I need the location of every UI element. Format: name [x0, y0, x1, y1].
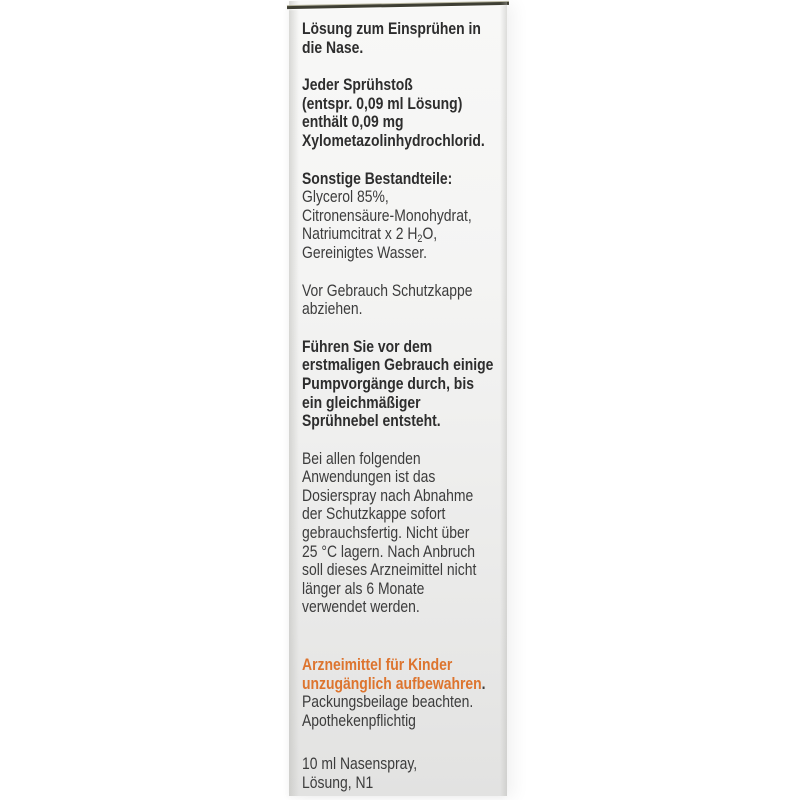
text-line: Citronensäure-Monohydrat,: [302, 205, 472, 225]
text-line: Dosierspray nach Abnahme: [302, 485, 474, 505]
warning-orange-text: unzugänglich aufbewahren: [302, 673, 482, 693]
text-line: Jeder Sprühstoß: [302, 75, 413, 95]
text-line: erstmaligen Gebrauch einige: [302, 355, 494, 375]
text-line: Lösung zum Einsprühen in: [302, 19, 481, 38]
text-line: Packungsbeilage beachten.: [302, 692, 474, 712]
text-line: Apothekenpflichtig: [302, 710, 416, 730]
text-line: Sprühnebel entsteht.: [302, 411, 441, 431]
text-line: Gereinigtes Wasser.: [302, 242, 427, 262]
carton-top-edge: [287, 2, 509, 9]
formula-pre: Natriumcitrat x 2 H: [302, 224, 418, 244]
warning-orange-line: Arzneimittel für Kinder: [302, 655, 453, 675]
text-line: Lösung, N1: [302, 773, 374, 792]
text-line: Anwendungen ist das: [302, 467, 436, 487]
text-line: der Schutzkappe sofort: [302, 504, 446, 524]
section-pack-size: [302, 755, 509, 792]
text-line: verwendet werden.: [302, 597, 420, 617]
text-line: die Nase.: [302, 37, 364, 57]
text-line: ein gleichmäßiger: [302, 392, 421, 412]
formula-post: O,: [422, 224, 438, 244]
text-line: gebrauchsfertig. Nicht über: [302, 523, 470, 543]
text-line: 25 °C lagern. Nach Anbruch: [302, 541, 475, 561]
warning-orange-line: [302, 675, 509, 694]
text-line: länger als 6 Monate: [302, 578, 425, 598]
section-warning: [302, 656, 509, 730]
text-line: abziehen.: [302, 299, 363, 319]
carton-side-panel: [289, 1, 507, 796]
text-line: Xylometazolinhydrochlorid.: [302, 130, 485, 150]
section-dose: [302, 76, 509, 150]
text-line: Glycerol 85%,: [302, 187, 389, 207]
text-line: 10 ml Nasenspray,: [302, 754, 418, 774]
formula-subscript: 2: [417, 233, 423, 246]
ingredient-formula-line: [302, 225, 509, 244]
text-line: soll dieses Arzneimittel nicht: [302, 560, 477, 580]
text-line: enthält 0,09 mg: [302, 112, 404, 132]
text-line: (entspr. 0,09 ml Lösung): [302, 93, 463, 113]
section-cap: [302, 282, 509, 319]
ingredients-heading: Sonstige Bestandteile:: [302, 168, 453, 188]
warning-period: .: [481, 673, 486, 693]
section-priming: [302, 338, 509, 431]
text-line: Pumpvorgänge durch, bis: [302, 373, 474, 393]
text-line: Vor Gebrauch Schutzkappe: [302, 280, 473, 300]
text-line: Bei allen folgenden: [302, 448, 421, 468]
section-usage: [302, 450, 509, 617]
section-ingredients: [302, 170, 509, 263]
text-line: Führen Sie vor dem: [302, 336, 433, 356]
section-application: [302, 20, 509, 57]
panel-text-column: [302, 20, 509, 793]
